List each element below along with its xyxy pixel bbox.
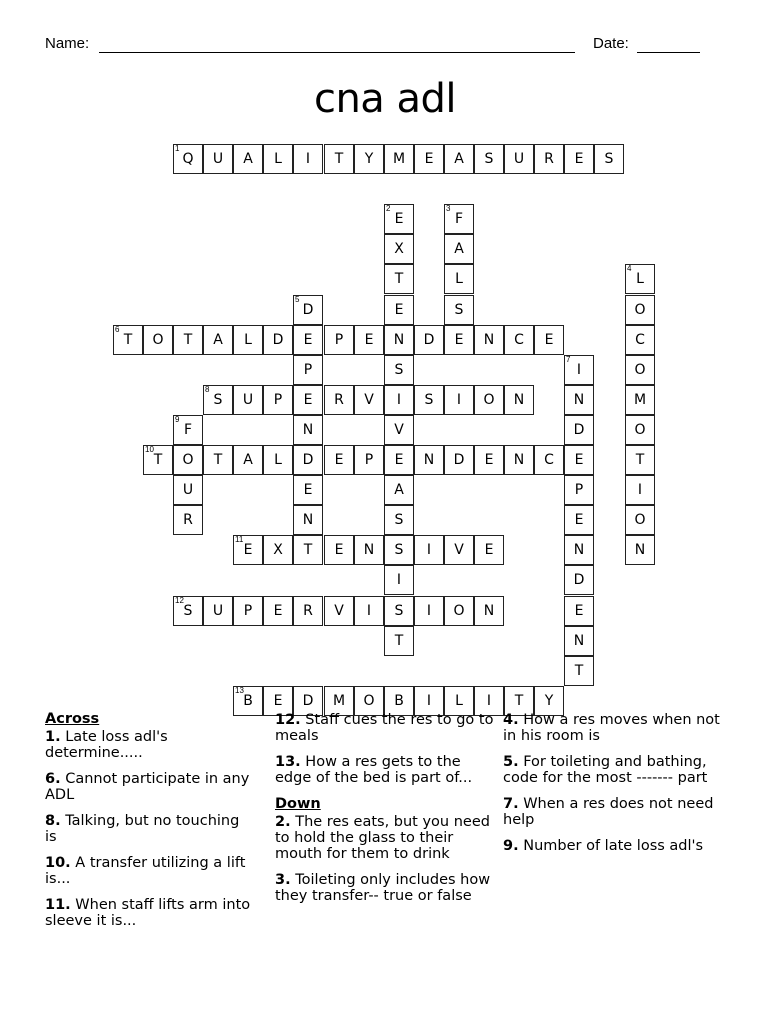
cell-letter: A — [454, 151, 464, 167]
clue-down-2: 2. The res eats, but you need to hold the glass to their mouth for them to drink — [275, 814, 490, 862]
cell-letter: U — [212, 151, 224, 167]
cell-letter: T — [123, 332, 133, 348]
cell-letter: P — [273, 392, 283, 408]
cell-letter: T — [514, 693, 524, 709]
cell-letter: U — [513, 151, 525, 167]
grid-cell[interactable] — [625, 355, 655, 385]
cell-letter: E — [334, 542, 344, 558]
cell-letter: V — [364, 392, 374, 408]
grid-cell[interactable] — [564, 656, 594, 686]
cell-letter: O — [152, 332, 164, 348]
grid-cell[interactable] — [414, 596, 444, 626]
clue-number: 2 — [386, 204, 391, 213]
grid-cell[interactable] — [293, 535, 323, 565]
cell-letter: V — [394, 422, 404, 438]
cell-letter: F — [183, 422, 193, 438]
grid-cell[interactable] — [384, 475, 414, 505]
cell-letter: I — [426, 542, 432, 558]
cell-letter: E — [484, 452, 494, 468]
grid-cell[interactable] — [384, 505, 414, 535]
cell-letter: D — [302, 302, 314, 318]
cell-letter: D — [302, 452, 314, 468]
grid-cell[interactable] — [324, 144, 354, 174]
cell-letter: E — [424, 151, 434, 167]
cell-letter: C — [635, 332, 645, 348]
grid-cell[interactable] — [444, 385, 474, 415]
grid-cell[interactable] — [354, 445, 384, 475]
cell-letter: N — [483, 603, 495, 619]
cell-letter: P — [334, 332, 344, 348]
grid-cell[interactable] — [625, 475, 655, 505]
cell-letter: N — [513, 452, 525, 468]
cell-letter: Y — [544, 693, 554, 709]
cell-letter: O — [453, 603, 465, 619]
grid-cell[interactable] — [203, 325, 233, 355]
grid-cell[interactable] — [444, 144, 474, 174]
cell-letter: U — [242, 392, 254, 408]
clue-across-11: 11. When staff lifts arm into sleeve it is... — [45, 897, 251, 929]
cell-letter: R — [544, 151, 554, 167]
cell-letter: I — [426, 693, 432, 709]
grid-cell[interactable] — [444, 596, 474, 626]
clue-number: 1 — [175, 144, 180, 153]
grid-cell[interactable] — [384, 596, 414, 626]
cell-letter: E — [394, 211, 404, 227]
cell-letter: I — [426, 603, 432, 619]
clue-across-6: 6. Cannot participate in any ADL — [45, 771, 250, 803]
grid-cell[interactable] — [354, 535, 384, 565]
cell-letter: F — [454, 211, 464, 227]
grid-cell[interactable] — [293, 355, 323, 385]
clue-down-5: 5. For toileting and bathing, code for the most ------- part — [503, 754, 708, 786]
cell-letter: L — [274, 151, 282, 167]
clue-number: 13 — [235, 686, 244, 695]
grid-cell[interactable] — [594, 144, 624, 174]
grid-cell[interactable] — [564, 505, 594, 535]
grid-cell[interactable] — [384, 445, 414, 475]
cell-letter: P — [303, 362, 313, 378]
cell-letter: T — [635, 452, 645, 468]
cell-letter: O — [363, 693, 375, 709]
grid-cell[interactable] — [474, 596, 504, 626]
cell-letter: O — [634, 362, 646, 378]
cell-letter: I — [305, 151, 311, 167]
cell-letter: P — [574, 482, 584, 498]
cell-letter: N — [423, 452, 435, 468]
cell-letter: E — [484, 542, 494, 558]
grid-cell[interactable] — [534, 144, 564, 174]
grid-cell[interactable] — [263, 144, 293, 174]
cell-letter: E — [334, 452, 344, 468]
cell-letter: E — [364, 332, 374, 348]
grid-cell[interactable] — [203, 385, 233, 415]
cell-letter: E — [544, 332, 554, 348]
puzzle-title: cna adl — [313, 76, 457, 122]
clue-number: 9 — [175, 415, 180, 424]
clue-down-3: 3. Toileting only includes how they transfer-- true or false — [275, 872, 491, 904]
grid-cell[interactable] — [414, 535, 444, 565]
grid-cell[interactable] — [293, 445, 323, 475]
grid-cell[interactable] — [263, 596, 293, 626]
grid-cell[interactable] — [324, 596, 354, 626]
cell-letter: D — [573, 572, 585, 588]
cell-letter: L — [636, 271, 644, 287]
cell-letter: N — [634, 542, 646, 558]
cell-letter: Q — [182, 151, 194, 167]
cell-letter: N — [302, 512, 314, 528]
cell-letter: R — [334, 392, 344, 408]
grid-cell[interactable] — [233, 385, 263, 415]
grid-cell[interactable] — [384, 385, 414, 415]
grid-cell[interactable] — [354, 144, 384, 174]
clues-column-1 — [45, 711, 255, 939]
clue-number: 5 — [295, 295, 300, 304]
grid-cell[interactable] — [414, 144, 444, 174]
grid-cell[interactable] — [173, 445, 203, 475]
cell-letter: T — [183, 332, 193, 348]
cell-letter: B — [243, 693, 253, 709]
cell-letter: O — [182, 452, 194, 468]
cell-letter: E — [394, 302, 404, 318]
cell-letter: A — [243, 151, 253, 167]
cell-letter: V — [334, 603, 344, 619]
clue-down-4: 4. How a res moves when not in his room is — [503, 712, 720, 744]
grid-cell[interactable] — [564, 596, 594, 626]
clue-number: 10 — [145, 445, 154, 454]
cell-letter: N — [393, 332, 405, 348]
cell-letter: I — [486, 693, 492, 709]
cell-letter: D — [423, 332, 435, 348]
grid-cell[interactable] — [564, 355, 594, 385]
grid-cell[interactable] — [444, 445, 474, 475]
grid-cell[interactable] — [384, 626, 414, 656]
cell-letter: T — [213, 452, 223, 468]
cell-letter: T — [334, 151, 344, 167]
grid-cell[interactable] — [625, 505, 655, 535]
cell-letter: R — [303, 603, 313, 619]
cell-letter: P — [364, 452, 374, 468]
cell-letter: M — [633, 392, 647, 408]
cell-letter: U — [212, 603, 224, 619]
grid-cell[interactable] — [384, 535, 414, 565]
cell-letter: B — [394, 693, 404, 709]
grid-cell[interactable] — [625, 535, 655, 565]
grid-cell[interactable] — [384, 264, 414, 294]
grid-cell[interactable] — [233, 596, 263, 626]
grid-cell[interactable] — [384, 415, 414, 445]
cell-letter: S — [454, 302, 464, 318]
cell-letter: N — [302, 422, 314, 438]
name-label: Name: — [45, 35, 90, 52]
cell-letter: E — [574, 452, 584, 468]
cell-letter: S — [394, 362, 404, 378]
cell-letter: S — [394, 603, 404, 619]
clue-across-13: 13. How a res gets to the edge of the bed is part of... — [275, 754, 473, 786]
grid-cell[interactable] — [564, 144, 594, 174]
clues-column-3 — [503, 712, 723, 864]
grid-cell[interactable] — [233, 535, 263, 565]
grid-cell[interactable] — [354, 596, 384, 626]
cell-letter: O — [483, 392, 495, 408]
grid-cell[interactable] — [263, 325, 293, 355]
clue-across-8: 8. Talking, but no touching is — [45, 813, 240, 845]
grid-cell[interactable] — [534, 325, 564, 355]
grid-cell[interactable] — [113, 325, 143, 355]
across-heading: Across — [45, 711, 100, 727]
grid-cell[interactable] — [384, 234, 414, 264]
cell-letter: D — [573, 422, 585, 438]
grid-cell[interactable] — [203, 596, 233, 626]
clue-down-9: 9. Number of late loss adl's — [503, 838, 704, 854]
grid-cell[interactable] — [293, 415, 323, 445]
grid-cell[interactable] — [384, 325, 414, 355]
cell-letter: L — [274, 452, 282, 468]
cell-letter: T — [153, 452, 163, 468]
cell-letter: N — [513, 392, 525, 408]
cell-letter: M — [332, 693, 346, 709]
cell-letter: E — [303, 332, 313, 348]
cell-letter: S — [424, 392, 434, 408]
grid-cell[interactable] — [293, 475, 323, 505]
cell-letter: R — [183, 512, 193, 528]
grid-cell[interactable] — [474, 445, 504, 475]
grid-cell[interactable] — [564, 626, 594, 656]
grid-cell[interactable] — [293, 385, 323, 415]
cell-letter: I — [396, 392, 402, 408]
cell-letter: E — [454, 332, 464, 348]
grid-cell[interactable] — [384, 565, 414, 595]
grid-cell[interactable] — [173, 475, 203, 505]
cell-letter: O — [634, 512, 646, 528]
grid-cell[interactable] — [324, 325, 354, 355]
grid-cell[interactable] — [354, 385, 384, 415]
grid-cell[interactable] — [564, 565, 594, 595]
clue-number: 12 — [175, 596, 184, 605]
grid-cell[interactable] — [173, 596, 203, 626]
grid-cell[interactable] — [474, 385, 504, 415]
cell-letter: E — [273, 603, 283, 619]
grid-cell[interactable] — [504, 325, 534, 355]
cell-letter: L — [455, 271, 463, 287]
cell-letter: N — [573, 542, 585, 558]
grid-cell[interactable] — [293, 295, 323, 325]
grid-cell[interactable] — [263, 445, 293, 475]
clue-down-7: 7. When a res does not need help — [503, 796, 714, 828]
cell-letter: T — [394, 271, 404, 287]
cell-letter: S — [394, 542, 404, 558]
cell-letter: C — [514, 332, 524, 348]
clue-number: 4 — [627, 264, 632, 273]
cell-letter: E — [574, 603, 584, 619]
grid-cell[interactable] — [564, 415, 594, 445]
clue-across-12: 12. Staff cues the res to go to meals — [275, 712, 494, 744]
cell-letter: D — [453, 452, 465, 468]
cell-letter: A — [243, 452, 253, 468]
grid-cell[interactable] — [293, 505, 323, 535]
cell-letter: A — [394, 482, 404, 498]
grid-cell[interactable] — [143, 445, 173, 475]
cell-letter: A — [213, 332, 223, 348]
grid-cell[interactable] — [625, 385, 655, 415]
grid-cell[interactable] — [564, 475, 594, 505]
down-heading: Down — [275, 796, 321, 812]
cell-letter: L — [455, 693, 463, 709]
cell-letter: X — [394, 241, 404, 257]
cell-letter: E — [394, 452, 404, 468]
clue-number: 7 — [566, 355, 571, 364]
cell-letter: P — [243, 603, 253, 619]
grid-cell[interactable] — [474, 535, 504, 565]
grid-cell[interactable] — [625, 445, 655, 475]
cell-letter: D — [302, 693, 314, 709]
grid-cell[interactable] — [414, 445, 444, 475]
grid-cell[interactable] — [293, 596, 323, 626]
cell-letter: A — [454, 241, 464, 257]
cell-letter: E — [273, 693, 283, 709]
grid-cell[interactable] — [203, 445, 233, 475]
cell-letter: O — [634, 422, 646, 438]
cell-letter: E — [574, 512, 584, 528]
cell-letter: E — [574, 151, 584, 167]
clue-number: 6 — [115, 325, 120, 334]
cell-letter: C — [544, 452, 554, 468]
grid-cell[interactable] — [263, 385, 293, 415]
grid-cell[interactable] — [625, 415, 655, 445]
cell-letter: T — [394, 633, 404, 649]
grid-cell[interactable] — [143, 325, 173, 355]
grid-cell[interactable] — [444, 264, 474, 294]
grid-cell[interactable] — [354, 325, 384, 355]
cell-letter: U — [182, 482, 194, 498]
cell-letter: N — [483, 332, 495, 348]
grid-cell[interactable] — [384, 204, 414, 234]
grid-cell[interactable] — [263, 535, 293, 565]
cell-letter: T — [574, 663, 584, 679]
clue-number: 3 — [446, 204, 451, 213]
grid-cell[interactable] — [474, 144, 504, 174]
grid-cell[interactable] — [534, 445, 564, 475]
grid-cell[interactable] — [173, 415, 203, 445]
grid-cell[interactable] — [324, 385, 354, 415]
cell-letter: I — [576, 362, 582, 378]
grid-cell[interactable] — [173, 505, 203, 535]
grid-cell[interactable] — [293, 325, 323, 355]
clue-number: 11 — [235, 535, 244, 544]
grid-cell[interactable] — [444, 535, 474, 565]
grid-cell[interactable] — [173, 144, 203, 174]
grid-cell[interactable] — [384, 295, 414, 325]
cell-letter: S — [394, 512, 404, 528]
cell-letter: N — [573, 392, 585, 408]
cell-letter: V — [454, 542, 464, 558]
grid-cell[interactable] — [384, 144, 414, 174]
cell-letter: Y — [364, 151, 374, 167]
cell-letter: I — [366, 603, 372, 619]
cell-letter: E — [303, 392, 313, 408]
clue-number: 8 — [205, 385, 210, 394]
grid-cell[interactable] — [233, 445, 263, 475]
cell-letter: I — [396, 572, 402, 588]
cell-letter: S — [604, 151, 614, 167]
cell-letter: L — [244, 332, 252, 348]
grid-cell[interactable] — [414, 325, 444, 355]
cell-letter: E — [243, 542, 253, 558]
grid-cell[interactable] — [564, 445, 594, 475]
clues-column-2 — [275, 712, 497, 914]
cell-letter: S — [213, 392, 223, 408]
cell-letter: E — [303, 482, 313, 498]
grid-cell[interactable] — [444, 295, 474, 325]
cell-letter: N — [363, 542, 375, 558]
cell-letter: D — [272, 332, 284, 348]
grid-cell[interactable] — [444, 234, 474, 264]
grid-cell[interactable] — [444, 204, 474, 234]
grid-cell[interactable] — [564, 535, 594, 565]
grid-cell[interactable] — [173, 325, 203, 355]
cell-letter: S — [183, 603, 193, 619]
grid-cell[interactable] — [384, 355, 414, 385]
cell-letter: S — [484, 151, 494, 167]
cell-letter: M — [392, 151, 406, 167]
cell-letter: I — [637, 482, 643, 498]
grid-cell[interactable] — [233, 325, 263, 355]
grid-cell[interactable] — [203, 144, 233, 174]
grid-cell[interactable] — [474, 325, 504, 355]
grid-cell[interactable] — [625, 264, 655, 294]
grid-cell[interactable] — [324, 445, 354, 475]
cell-letter: N — [573, 633, 585, 649]
grid-cell[interactable] — [625, 295, 655, 325]
grid-cell[interactable] — [564, 385, 594, 415]
grid-cell[interactable] — [293, 144, 323, 174]
clue-across-1: 1. Late loss adl's determine..... — [45, 729, 168, 761]
cell-letter: X — [273, 542, 283, 558]
date-label: Date: — [593, 35, 629, 52]
grid-cell[interactable] — [504, 144, 534, 174]
grid-cell[interactable] — [233, 144, 263, 174]
grid-cell[interactable] — [444, 325, 474, 355]
cell-letter: I — [456, 392, 462, 408]
cell-letter: T — [303, 542, 313, 558]
grid-cell[interactable] — [504, 445, 534, 475]
grid-cell[interactable] — [504, 385, 534, 415]
grid-cell[interactable] — [414, 385, 444, 415]
clue-across-10: 10. A transfer utilizing a lift is... — [45, 855, 246, 887]
cell-letter: O — [634, 302, 646, 318]
grid-cell[interactable] — [324, 535, 354, 565]
grid-cell[interactable] — [625, 325, 655, 355]
